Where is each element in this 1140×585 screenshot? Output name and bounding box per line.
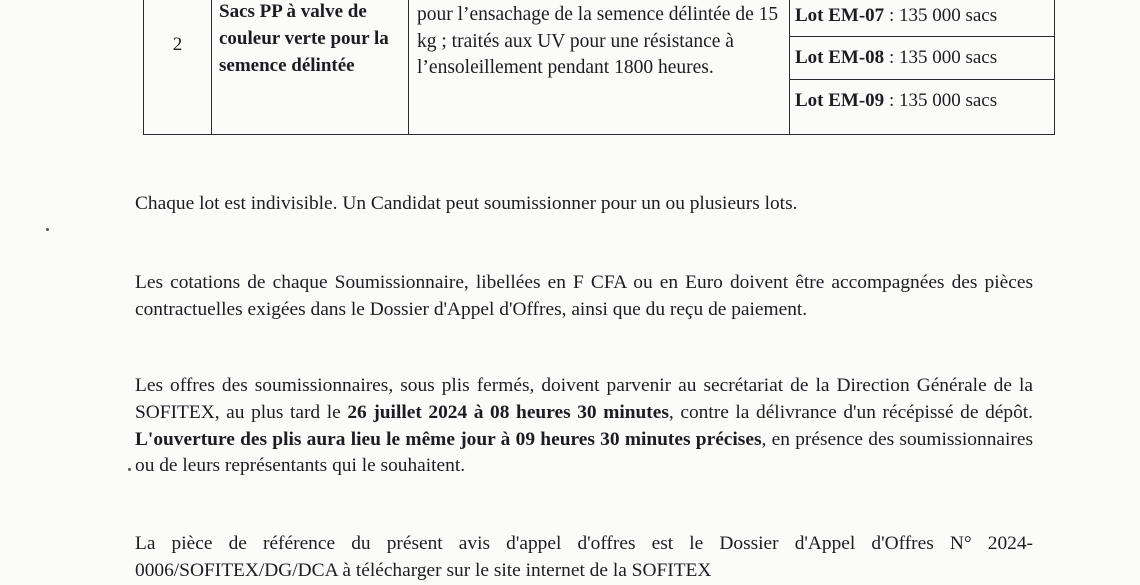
item-name-cell: Sacs PP à valve de couleur verte pour la semence délintée	[219, 1, 389, 76]
paragraph-offres	[135, 373, 1033, 480]
lot-table	[143, 0, 1055, 135]
paragraph-indivisible: Chaque lot est indivisible. Un Candidat peut soumissionner pour un ou plusieurs lots.	[135, 193, 798, 214]
offres-text: , contre la délivrance d'un récépissé de dépôt.	[668, 401, 1033, 423]
offres-text: Les offres des soumissionnaires, sous plis fermés, doivent parvenir au secrétariat de la Direction Générale de la SOFITEX, au plus tard le	[135, 375, 1033, 423]
lot-label: Lot EM-09	[795, 90, 885, 111]
lot-quantity: : 135 000 sacs	[884, 47, 998, 68]
lot-row	[789, 79, 1054, 124]
row-number-cell: 2	[172, 34, 183, 55]
paragraph-cotations: Les cotations de chaque Soumissionnaire, libellées en F CFA ou en Euro doivent être accompagnées des pièces contractuelles exigées dans le Dossier d'Appel d'Offres, ainsi que du reçu de paiement.	[135, 272, 1033, 320]
lot-quantity: : 135 000 sacs	[884, 5, 998, 26]
lot-row	[789, 0, 1054, 37]
item-description-cell: pour l’ensachage de la semence délintée de 15 kg ; traités aux UV pour une résistance à l’ensoleillement pendant 1800 heures.	[417, 4, 779, 78]
scan-speck	[128, 468, 131, 471]
offres-text: , en présence des soumissionnaires ou de leurs représentants qui le souhaitent.	[135, 428, 1033, 477]
opening-text: L'ouverture des plis aura lieu le même jour à 09 heures 30 minutes précises	[135, 428, 762, 450]
lot-label: Lot EM-08	[795, 47, 885, 68]
scan-speck	[46, 228, 49, 231]
column-divider	[211, 0, 212, 134]
lot-label: Lot EM-07	[795, 5, 885, 26]
lot-quantity: : 135 000 sacs	[884, 90, 998, 111]
paragraph-reference: La pièce de référence du présent avis d'appel d'offres est le Dossier d'Appel d'Offres N° 2024-0006/SOFITEX/DG/DCA à télécharger sur le site internet de la SOFITEX	[135, 533, 1033, 581]
lot-row	[789, 36, 1054, 79]
column-divider	[408, 0, 409, 134]
lots-column	[789, 0, 1054, 134]
deadline-text: 26 juillet 2024 à 08 heures 30 minutes	[347, 401, 669, 423]
